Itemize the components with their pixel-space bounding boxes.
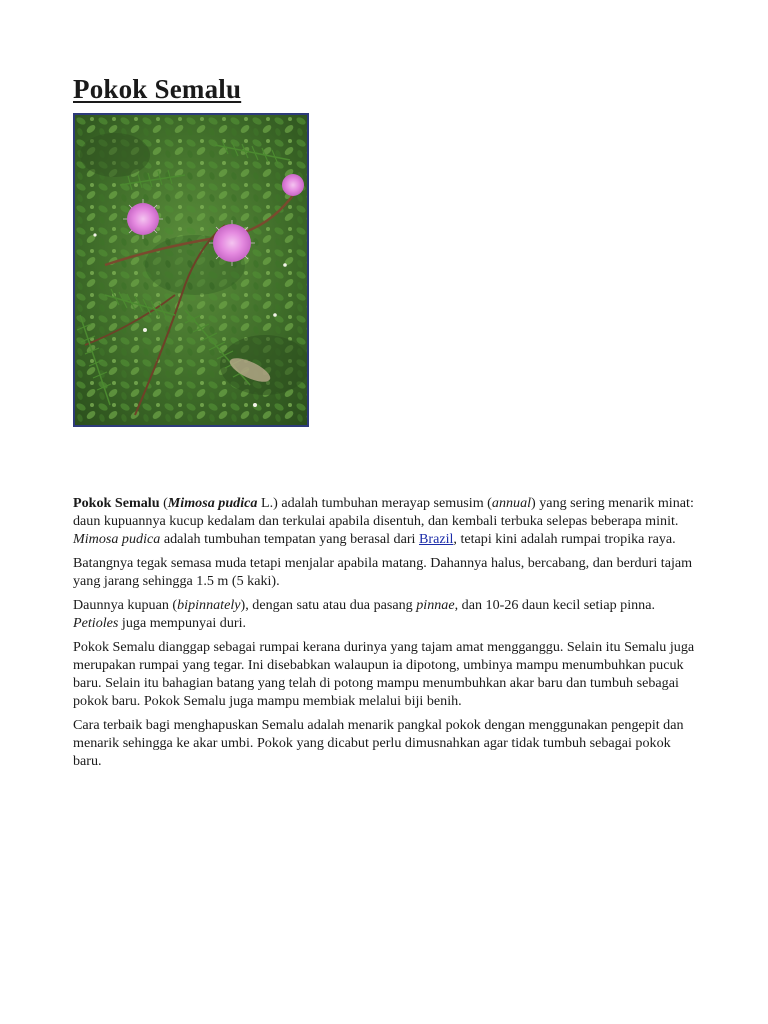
text-fragment: ) yang sering menarik minat: daun kupuannya kucup kedalam dan terkulai apabila disentuh, dan kembali terbuka selepas beberapa minit. xyxy=(73,495,694,529)
text-fragment: ( xyxy=(159,495,168,511)
term-pinnae: pinnae xyxy=(416,597,455,613)
paragraph-intro xyxy=(73,494,695,548)
article-body xyxy=(73,494,695,776)
text-fragment: adalah tumbuhan merayap semusim ( xyxy=(277,495,492,511)
brazil-link[interactable]: Brazil xyxy=(418,531,454,547)
term-bipinnately: bipinnately xyxy=(177,597,241,613)
text-fragment: juga mempunyai duri. xyxy=(118,615,247,631)
page-title: Pokok Semalu xyxy=(73,74,242,104)
text-fragment: , dan 10-26 daun kecil setiap pinna. xyxy=(454,597,655,613)
text-fragment: adalah tumbuhan tempatan yang berasal dari xyxy=(160,531,419,547)
mimosa-plant-photo-icon xyxy=(75,115,307,425)
term-annual: annual xyxy=(491,495,532,511)
scientific-name: Mimosa pudica xyxy=(73,531,161,547)
paragraph-stem: Batangnya tegak semasa muda tetapi menjalar apabila matang. Dahannya halus, bercabang, dan berduri tajam yang jarang sehingga 1.5 m (5 kaki). xyxy=(73,555,693,589)
term-petioles: Petioles xyxy=(73,615,119,631)
paragraph-removal: Cara terbaik bagi menghapuskan Semalu adalah menarik pangkal pokok dengan menggunakan pengepit dan menarik sehingga ke akar umbi. Pokok yang dicabut perlu dimusnahkan agar tidak tumbuh sebagai pokok baru. xyxy=(73,717,684,769)
paragraph-weed: Pokok Semalu dianggap sebagai rumpai kerana durinya yang tajam amat mengganggu. Selain itu Semalu juga merupakan rumpai yang tegar. Ini disebabkan walaupun ia dipotong, umbinya mampu menumbuhkan pucuk baru. Selain itu bahagian batang yang telah di potong mampu menumbuhkan akar baru dan tumbuh sebagai pokok baru. Pokok Semalu juga mampu membiak melalui biji benih. xyxy=(73,639,695,709)
text-fragment: ), dengan satu atau dua pasang xyxy=(240,597,417,613)
paragraph-leaves xyxy=(73,596,695,632)
text-fragment: L.) xyxy=(257,495,278,511)
scientific-name: Mimosa pudica xyxy=(167,495,258,511)
text-fragment: Daunnya kupuan ( xyxy=(73,597,178,613)
mimosa-plant-photo xyxy=(73,113,309,427)
text-fragment: , tetapi kini adalah rumpai tropika raya. xyxy=(453,531,676,547)
plant-name: Pokok Semalu xyxy=(73,495,160,511)
